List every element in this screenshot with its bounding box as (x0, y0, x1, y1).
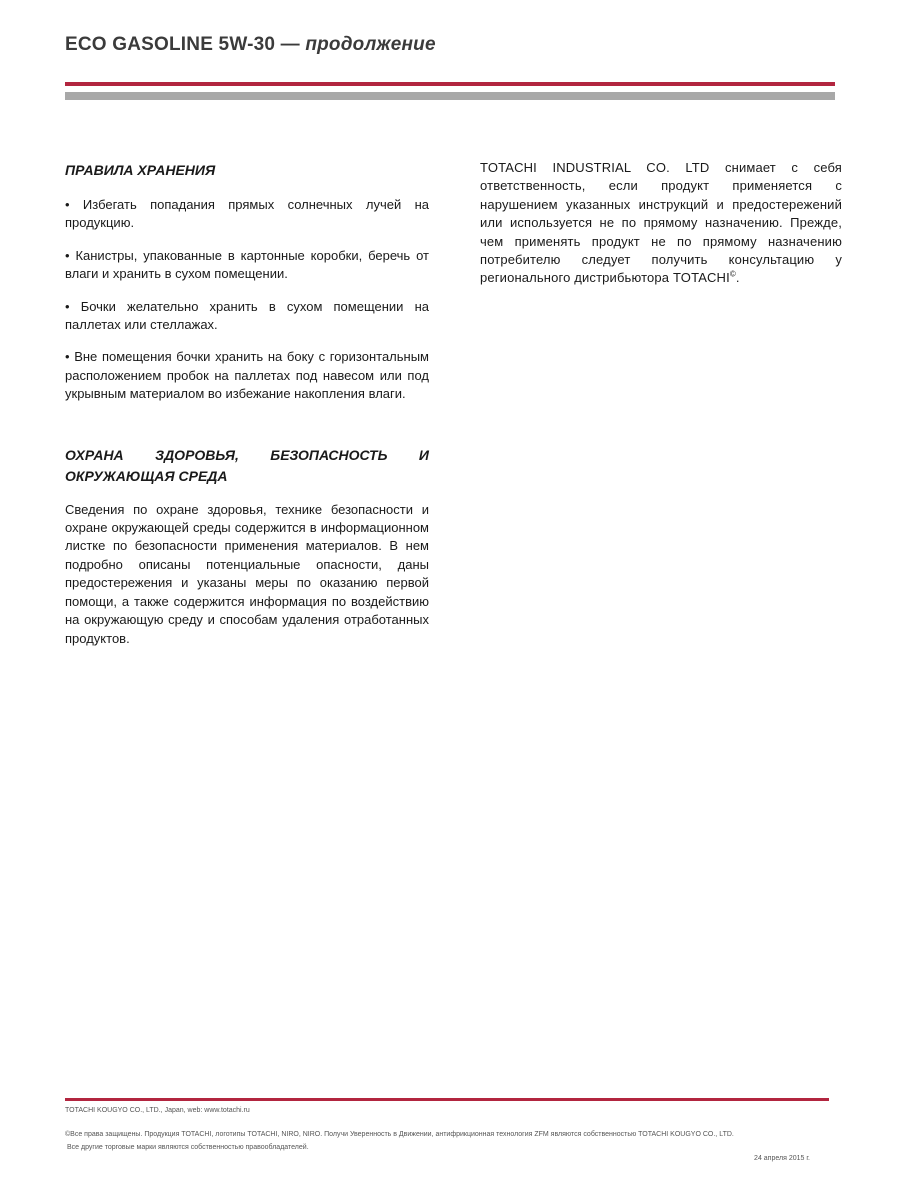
storage-heading: ПРАВИЛА ХРАНЕНИЯ (65, 162, 216, 178)
right-column (480, 159, 842, 288)
footer-company: TOTACHI KOUGYO CO., LTD., Japan, web: www.totachi.ru (65, 1107, 250, 1114)
header-gray-rule (65, 92, 835, 100)
storage-bullet: • Вне помещения бочки хранить на боку с горизонтальным расположением пробок на паллетах под навесом или под укрывным материалом во избежание накопления влаги. (65, 349, 429, 402)
copyright-mark: © (729, 270, 736, 280)
footer-rule (65, 1098, 829, 1101)
footer-date: 24 апреля 2015 г. (754, 1155, 810, 1162)
footer-rights: ©Все права защищены. Продукция TOTACHI, логотипы TOTACHI, NIRO, NIRO. Получи Уверенность в Движении, антифрикционная технология ZFM являются собственностью TOTACHI KOUGYO CO., LTD. (65, 1131, 734, 1138)
storage-bullet: • Бочки желательно хранить в сухом помещении на паллетах или стеллажах. (65, 298, 429, 333)
title-continuation: продолжение (305, 34, 436, 55)
storage-bullet: • Избегать попадания прямых солнечных лучей на продукцию. (65, 197, 429, 231)
health-heading: ОХРАНА ЗДОРОВЬЯ, БЕЗОПАСНОСТЬ И ОКРУЖАЮЩАЯ СРЕДА (65, 446, 429, 484)
disclaimer-body: TOTACHI INDUSTRIAL CO. LTD снимает с себя ответственность, если продукт применяется с нарушением указанных инструкций и предостережений или используется не по прямому назначению. Прежде, чем применять продукт не по прямому назначению потребителю следует получить консультацию у регионального дистрибьютора TOTACHI (480, 160, 842, 286)
header-red-rule (65, 82, 835, 86)
product-name: ECO GASOLINE 5W-30 — (65, 34, 300, 55)
disclaimer-end: . (735, 270, 740, 286)
document-title (65, 34, 436, 56)
left-column (65, 160, 429, 648)
storage-bullet: • Канистры, упакованные в картонные коробки, беречь от влаги и хранить в сухом помещении. (65, 247, 429, 282)
disclaimer-text (480, 159, 842, 288)
footer-trademarks: Все другие торговые марки являются собственностью правообладателей. (67, 1144, 309, 1151)
health-text: Сведения по охране здоровья, технике безопасности и охране окружающей среды содержится в информационном листке по безопасности применения материалов. В нем подробно описаны потенциальные опасности, даны предостережения и указаны меры по оказанию первой помощи, а также содержится информация по воздействию на окружающую среду и способам удаления отработанных продуктов. (65, 501, 429, 646)
